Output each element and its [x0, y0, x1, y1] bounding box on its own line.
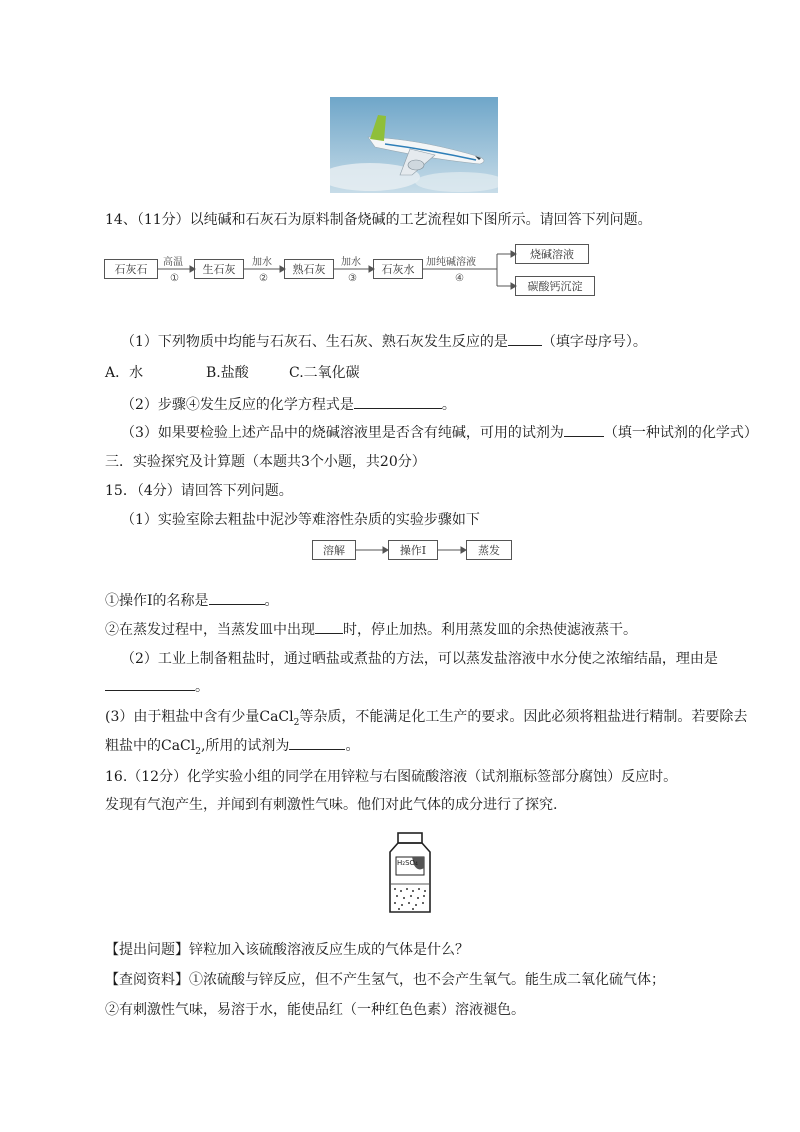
q14-part1-text: （1）下列物质中均能与石灰石、生石灰、熟石灰发生反应的是 [121, 334, 508, 350]
q15-stem: 15．（4分）请回答下列问题。 [105, 483, 293, 499]
answer-blank[interactable] [209, 590, 265, 605]
arrow-label-1-bottom: ① [170, 273, 179, 284]
q14-part2-tail: 。 [441, 397, 456, 413]
reagent-bottle-icon [382, 832, 438, 914]
q16-stem2: 发现有气泡产生，并闻到有刺激性气味。他们对此气体的成分进行了探究. [105, 797, 558, 813]
flow-arrows [0, 0, 800, 320]
flow-box-quicklime: 生石灰 [194, 259, 244, 279]
subscript: 2 [195, 746, 201, 757]
flow-box-operation: 操作Ⅰ [388, 540, 438, 560]
q16-stem: 16.（12分）化学实验小组的同学在用锌粒与右图硫酸溶液（试剂瓶标签部分腐蚀）反应时。 [105, 769, 678, 785]
q14-part3-text: （3）如果要检验上述产品中的烧碱溶液里是否含有纯碱，可用的试剂为 [121, 425, 564, 441]
q14-part3-tail: （填一种试剂的化学式） [603, 425, 758, 441]
q16-info1: 【查阅资料】①浓硫酸与锌反应，但不产生氢气，也不会产生氧气。能生成二氧化硫气体； [105, 972, 665, 988]
q14-stem: 14、（11分）以纯碱和石灰石为原料制备烧碱的工艺流程如下图所示。请回答下列问题。 [105, 212, 652, 228]
answer-blank[interactable] [564, 422, 604, 437]
flow-box-dissolve: 溶解 [312, 540, 356, 560]
arrow-label-1-top: 高温 [163, 257, 183, 268]
answer-blank[interactable] [508, 331, 542, 346]
flow-box-limewater: 石灰水 [373, 259, 423, 279]
answer-blank[interactable] [315, 619, 343, 634]
q14-part3 [121, 422, 758, 443]
answer-blank[interactable] [105, 676, 195, 691]
q14-option-b: B.盐酸 [206, 365, 249, 381]
section-heading: 三．实验探究及计算题（本题共3个小题，共20分） [105, 454, 426, 470]
q15-step1-text: ①操作Ⅰ的名称是 [105, 593, 209, 609]
q14-part2-text: （2）步骤④发生反应的化学方程式是 [121, 397, 354, 413]
q15-part3-tail: 。 [345, 738, 360, 754]
q15-part3-line1 [105, 707, 747, 733]
flow-box-calcium-carbonate: 碳酸钙沉淀 [515, 276, 595, 296]
answer-blank[interactable] [354, 394, 442, 409]
flow-box-evaporate: 蒸发 [466, 540, 512, 560]
q14-option-a: A．水 [105, 365, 144, 381]
subscript: 2 [293, 717, 300, 728]
q15-step2-text: ②在蒸发过程中，当蒸发皿中出现 [105, 622, 315, 638]
q14-option-c: C.二氧化碳 [289, 365, 360, 381]
answer-blank[interactable] [289, 735, 345, 750]
q15-part3-text-b: 等杂质，不能满足化工生产的要求。因此必须将粗盐进行精制。若要除去 [299, 709, 748, 725]
arrow-label-3-top: 加水 [341, 257, 361, 268]
flow-box-slaked-lime: 熟石灰 [284, 259, 334, 279]
q15-part2-tail: 。 [195, 679, 209, 695]
arrow-label-2-top: 加水 [252, 257, 272, 268]
q16-question: 【提出问题】锌粒加入该硫酸溶液反应生成的气体是什么？ [105, 942, 469, 958]
q14-part2 [121, 394, 456, 415]
arrow-label-4-top: 加纯碱溶液 [426, 257, 476, 268]
q15-part3-line2 [105, 735, 359, 762]
q15-part2-answer [105, 676, 209, 697]
arrow-label-3-bottom: ③ [348, 273, 357, 284]
bottle-label: H₂SO₄ [397, 859, 418, 867]
q15-step2 [105, 619, 637, 640]
q15-part2: （2）工业上制备粗盐时，通过晒盐或煮盐的方法，可以蒸发盐溶液中水分使之浓缩结晶，理由是 [121, 651, 718, 667]
flow-box-caustic-soda: 烧碱溶液 [515, 244, 589, 264]
q15-part3-text-c: 粗盐中的CaCl [105, 738, 196, 754]
flow-box-limestone: 石灰石 [104, 259, 158, 279]
arrow-label-2-bottom: ② [259, 273, 268, 284]
q15-part3-text-a: (3）由于粗盐中含有少量CaCl [105, 709, 294, 725]
q15-part1: （1）实验室除去粗盐中泥沙等难溶性杂质的实验步骤如下 [121, 512, 480, 528]
flow-arrows [0, 530, 800, 570]
q14-part1 [121, 331, 647, 352]
q15-part3-text-d: ,所用的试剂为 [200, 738, 290, 754]
q16-info2: ②有刺激性气味，易溶于水，能使品红（一种红色色素）溶液褪色。 [105, 1002, 525, 1018]
q14-part1-tail: （填字母序号）。 [541, 334, 647, 350]
q15-step1 [105, 590, 279, 611]
q15-step1-tail: 。 [264, 593, 279, 609]
q15-step2-tail: 时，停止加热。利用蒸发皿的余热使滤液蒸干。 [343, 622, 637, 638]
arrow-label-4-bottom: ④ [455, 273, 464, 284]
